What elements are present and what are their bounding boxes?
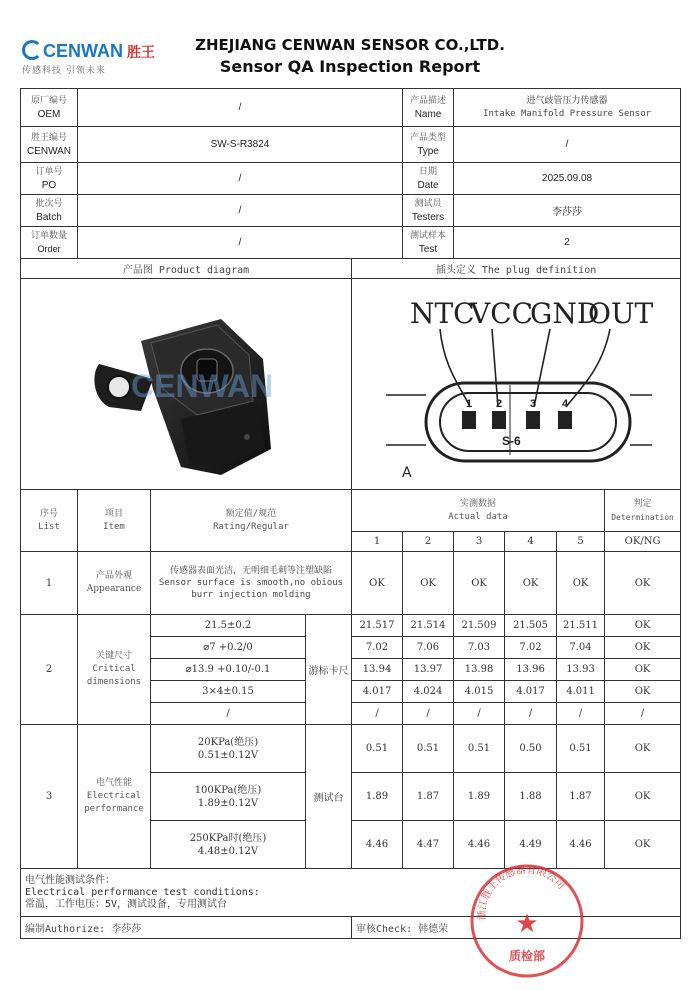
batch-value: /	[78, 195, 403, 227]
dimension-row: 3×4±0.15 4.017 4.024 4.015 4.017 4.011 OK	[21, 681, 681, 703]
report-title: Sensor QA Inspection Report	[219, 57, 481, 76]
conditions-cn: 电气性能测试条件：	[25, 874, 115, 886]
info-row: 订单数量 Order / 测试样本 Test 2	[21, 227, 681, 259]
stamp-bottom-text: 质检部	[508, 949, 546, 963]
plug-definition-heading: 插头定义 The plug definition	[352, 259, 681, 279]
info-row: 原厂编号 OEM / 产品描述 Name 进气歧管压力传感器 Intake Manifold Pressure Sensor	[21, 89, 681, 127]
oem-value: /	[78, 89, 403, 127]
dimension-row: 2 关键尺寸 Critical dimensions 21.5±0.2 游标卡尺 21.517 21.514 21.509 21.505 21.511 OK	[21, 615, 681, 637]
appearance-row: 1 产品外观 Appearance 传感器表面光洁，无明细毛刺等注塑缺陷 Sensor surface is smooth,no obious burr injection molding OK OK OK OK OK OK	[21, 552, 681, 615]
diagram-row	[21, 279, 681, 490]
pin-label-gnd: GND	[530, 297, 600, 330]
info-row: 批次号 Batch / 测试员 Testers 李莎莎	[21, 195, 681, 227]
sensor-photo	[21, 279, 351, 489]
company-title: ZHEJIANG CENWAN SENSOR CO.,LTD.	[195, 36, 505, 54]
logo-ring-icon	[22, 40, 42, 60]
name-value: 进气歧管压力传感器 Intake Manifold Pressure Sensor	[454, 89, 681, 127]
inspection-table	[20, 88, 681, 939]
plug-model-label: S-6	[502, 434, 521, 448]
info-row: 订单号 PO / 日期 Date 2025.09.08	[21, 163, 681, 195]
dimension-row: ⌀13.9 +0.10/-0.1 13.94 13.97 13.98 13.96 13.93 OK	[21, 659, 681, 681]
pin-label-ntc: NTC	[410, 297, 475, 330]
pin-number-4: 4	[562, 398, 569, 410]
report-header	[20, 32, 680, 84]
plug-definition-cell	[352, 279, 681, 490]
pin-3	[526, 411, 540, 429]
conditions-en: Electrical performance test conditions:	[25, 886, 260, 898]
data-header-row: 序号 List 项目 Item 额定值/规范 Rating/Regular 实测数据 Actual data 判定 Determination	[21, 490, 681, 532]
electrical-row: 3 电气性能 Electrical performance 20KPa(绝压) 0.51±0.12V 测试台 0.51 0.51 0.51 0.50 0.51 OK	[21, 725, 681, 773]
logo-subtitle: 传感科技 引领未来	[22, 66, 106, 76]
electrical-row: 100KPa(绝压) 1.89±0.12V 1.89 1.87 1.89 1.88 1.87 OK	[21, 773, 681, 821]
dimension-row: / / / / / / /	[21, 703, 681, 725]
stamp-arc-text: 浙江胜王传感器有限公司	[476, 864, 567, 921]
pin-number-2: 2	[496, 398, 503, 410]
stamp-star-icon: ★	[515, 909, 539, 939]
info-row: 胜王编号 CENWAN SW-S-R3824 产品类型 Type /	[21, 127, 681, 163]
dimension-row: ⌀7 +0.2/0 7.02 7.06 7.03 7.02 7.04 OK	[21, 637, 681, 659]
electrical-row: 250KPa时(绝压) 4.48±0.12V 4.46 4.47 4.46 4.49 4.46 OK	[21, 821, 681, 869]
pin-number-3: 3	[530, 398, 537, 410]
section-heading-row	[21, 259, 681, 279]
logo-text: CENWAN	[43, 41, 123, 61]
plug-corner-label: A	[402, 465, 412, 481]
test-value: 2	[454, 227, 681, 259]
pin-4	[558, 411, 572, 429]
authorize-field: 编制Authorize: 李莎莎	[21, 917, 352, 939]
quality-stamp	[468, 862, 586, 980]
product-watermark: CENWAN	[131, 368, 274, 404]
product-diagram-cell	[21, 279, 352, 490]
conditions-detail: 常温，工作电压：5V，测试设备，专用测试台	[25, 898, 228, 910]
pin-number-1: 1	[466, 398, 473, 410]
product-diagram-heading: 产品图 Product diagram	[21, 259, 352, 279]
sample-number-row: 1 2 3 4 5 OK/NG	[21, 532, 681, 552]
date-value: 2025.09.08	[454, 163, 681, 195]
check-field: 审核Check: 韩德荣	[352, 917, 681, 939]
testers-value: 李莎莎	[454, 195, 681, 227]
cenwan-value: SW-S-R3824	[78, 127, 403, 163]
order-value: /	[78, 227, 403, 259]
pin-label-out: OUT	[588, 297, 654, 330]
logo-cn: 胜王	[127, 44, 155, 60]
pin-1	[462, 411, 476, 429]
type-value: /	[454, 127, 681, 163]
plug-diagram	[352, 279, 681, 489]
company-logo	[20, 38, 170, 78]
pin-2	[492, 411, 506, 429]
po-value: /	[78, 163, 403, 195]
pin-label-vcc: VCC	[470, 297, 534, 330]
